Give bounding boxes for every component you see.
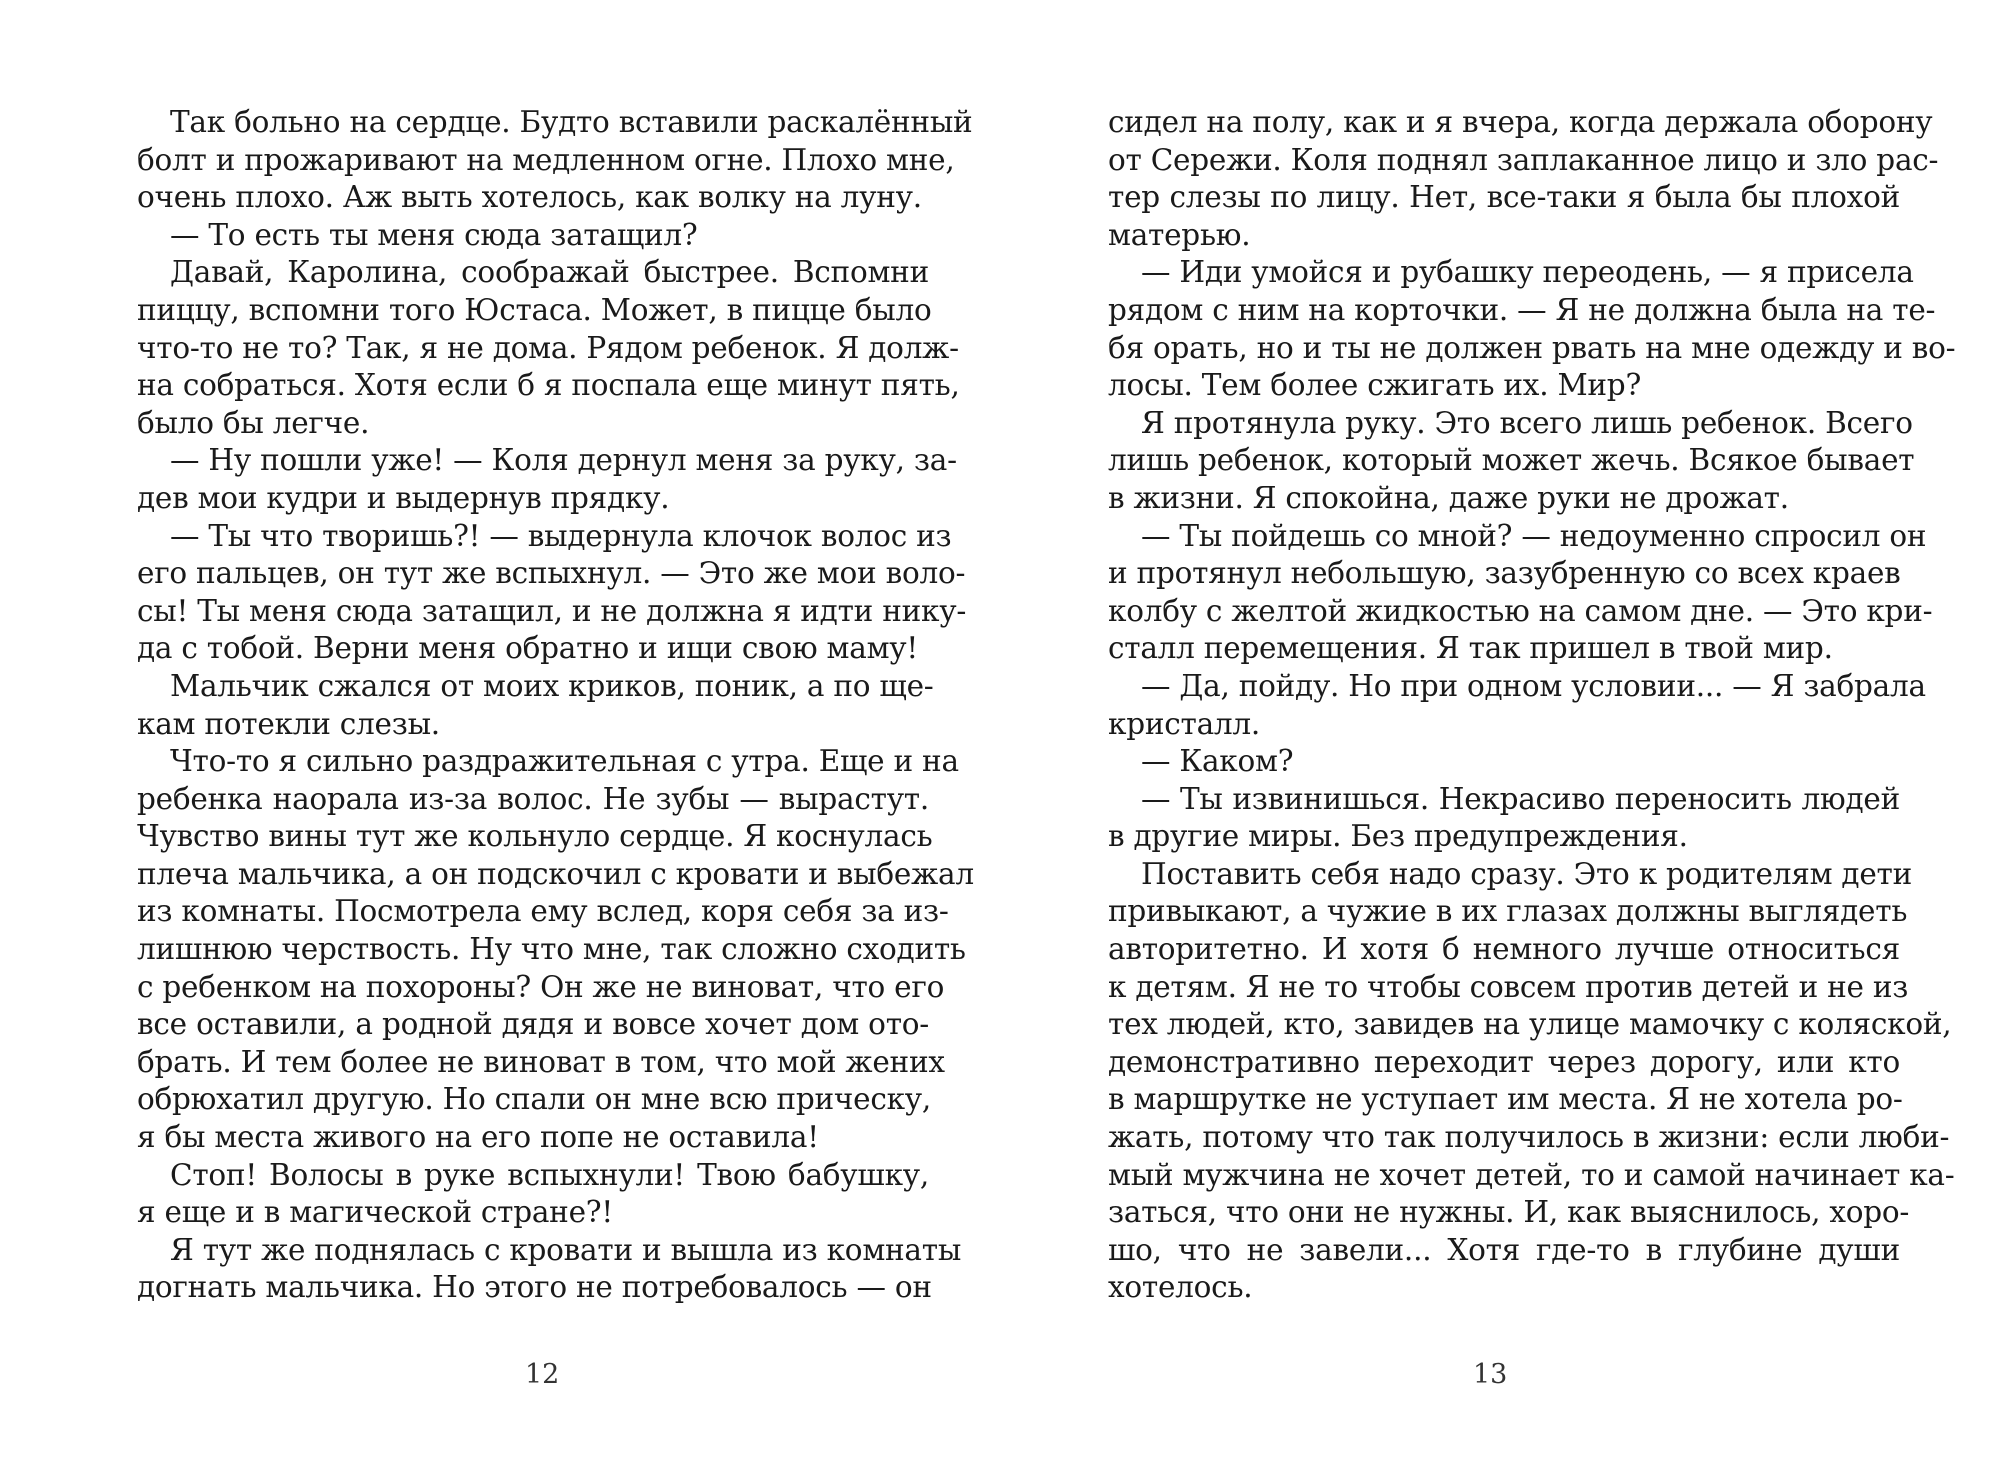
text-line: Так больно на сердце. Будто вставили раскалённый bbox=[170, 105, 973, 139]
text-line: лосы. Тем более сжигать их. Мир? bbox=[1108, 368, 1642, 403]
text-line: шо, что не завели... Хотя где-то в глубине души bbox=[1108, 1232, 1900, 1267]
text-line: очень плохо. Аж выть хотелось, как волку на луну. bbox=[137, 180, 922, 215]
text-line: Что-то я сильно раздражительная с утра. Еще и на bbox=[170, 744, 959, 779]
text-line: я еще и в магической стране?! bbox=[137, 1195, 613, 1230]
text-line: привыкают, а чужие в их глазах должны выглядеть bbox=[1108, 894, 1908, 929]
text-line: болт и прожаривают на медленном огне. Плохо мне, bbox=[137, 142, 955, 177]
text-line: сидел на полу, как и я вчера, когда держала оборону bbox=[1108, 105, 1933, 139]
text-line: в другие миры. Без предупреждения. bbox=[1108, 819, 1688, 854]
text-line: жать, потому что так получилось в жизни: если люби- bbox=[1108, 1120, 1950, 1155]
text-line: и протянул небольшую, зазубренную со всех краев bbox=[1108, 556, 1901, 591]
text-line: да с тобой. Верни меня обратно и ищи свою маму! bbox=[137, 631, 918, 666]
text-line: — Каком? bbox=[1141, 744, 1294, 779]
text-line: сы! Ты меня сюда затащил, и не должна я идти нику- bbox=[137, 593, 967, 628]
text-line: кристалл. bbox=[1108, 706, 1261, 741]
text-line: ребенка наорала из-за волос. Не зубы — вырастут. bbox=[137, 781, 929, 816]
text-line: — Да, пойду. Но при одном условии... — Я забрала bbox=[1141, 668, 1926, 703]
text-line: в маршрутке не уступает им места. Я не хотела ро- bbox=[1108, 1082, 1903, 1117]
text-line: от Сережи. Коля поднял заплаканное лицо и зло рас- bbox=[1108, 142, 1939, 177]
text-line: дев мои кудри и выдернув прядку. bbox=[137, 480, 670, 515]
text-line: я бы места живого на его попе не оставила! bbox=[137, 1120, 819, 1155]
text-line: рядом с ним на корточки. — Я не должна была на те- bbox=[1108, 292, 1936, 327]
left-page-number: 12 bbox=[525, 1359, 560, 1390]
text-line: матерью. bbox=[1108, 217, 1251, 252]
text-line: на собраться. Хотя если б я поспала еще минут пять, bbox=[137, 368, 960, 403]
text-line: заться, что они не нужны. И, как выяснилось, хоро- bbox=[1108, 1195, 1910, 1230]
text-line: с ребенком на похороны? Он же не виноват, что его bbox=[137, 969, 945, 1004]
text-line: было бы легче. bbox=[137, 405, 370, 440]
text-line: Стоп! Волосы в руке вспыхнули! Твою бабушку, bbox=[170, 1157, 929, 1192]
text-line: тер слезы по лицу. Нет, все-таки я была бы плохой bbox=[1108, 180, 1900, 215]
text-line: — Ты что творишь?! — выдернула клочок волос из bbox=[170, 518, 952, 553]
text-line: плеча мальчика, а он подскочил с кровати и выбежал bbox=[137, 856, 974, 891]
text-line: Давай, Каролина, соображай быстрее. Вспомни bbox=[170, 255, 929, 290]
text-line: — То есть ты меня сюда затащил? bbox=[170, 217, 698, 252]
right-page-text bbox=[1108, 104, 1956, 1307]
text-line: в жизни. Я спокойна, даже руки не дрожат. bbox=[1108, 480, 1789, 515]
text-line: лишнюю черствость. Ну что мне, так сложно сходить bbox=[137, 932, 966, 967]
text-line: к детям. Я не то чтобы совсем против детей и не из bbox=[1108, 969, 1909, 1004]
text-line: его пальцев, он тут же вспыхнул. — Это же мои воло- bbox=[137, 556, 966, 591]
text-line: из комнаты. Посмотрела ему вслед, коря себя за из- bbox=[137, 894, 949, 929]
text-line: мый мужчина не хочет детей, то и самой начинает ка- bbox=[1108, 1157, 1955, 1192]
text-line: авторитетно. И хотя б немного лучше относиться bbox=[1108, 932, 1900, 967]
text-line: Я тут же поднялась с кровати и вышла из комнаты bbox=[170, 1232, 962, 1267]
text-line: догнать мальчика. Но этого не потребовалось — он bbox=[137, 1270, 932, 1305]
text-line: брать. И тем более не виноват в том, что мой жених bbox=[137, 1044, 945, 1079]
text-line: кам потекли слезы. bbox=[137, 706, 440, 741]
text-line: Чувство вины тут же кольнуло сердце. Я коснулась bbox=[137, 819, 933, 854]
text-line: что-то не то? Так, я не дома. Рядом ребенок. Я долж- bbox=[137, 330, 959, 365]
text-line: пиццу, вспомни того Юстаса. Может, в пицце было bbox=[137, 292, 932, 327]
text-line: — Ты пойдешь со мной? — недоуменно спросил он bbox=[1141, 518, 1927, 553]
text-line: бя орать, но и ты не должен рвать на мне одежду и во- bbox=[1108, 330, 1956, 365]
text-line: Поставить себя надо сразу. Это к родителям дети bbox=[1141, 856, 1913, 891]
text-line: лишь ребенок, который может жечь. Всякое бывает bbox=[1108, 443, 1915, 478]
text-line: хотелось. bbox=[1108, 1270, 1253, 1305]
text-line: колбу с желтой жидкостью на самом дне. — Это кри- bbox=[1108, 593, 1933, 628]
text-line: сталл перемещения. Я так пришел в твой мир. bbox=[1108, 631, 1833, 666]
text-line: тех людей, кто, завидев на улице мамочку с коляской, bbox=[1108, 1007, 1952, 1042]
text-line: — Ты извинишься. Некрасиво переносить людей bbox=[1141, 781, 1900, 816]
left-page-text bbox=[137, 104, 974, 1307]
right-page-number: 13 bbox=[1473, 1359, 1508, 1390]
text-line: — Иди умойся и рубашку переодень, — я присела bbox=[1141, 255, 1914, 290]
text-line: обрюхатил другую. Но спали он мне всю прическу, bbox=[137, 1082, 932, 1117]
text-line: — Ну пошли уже! — Коля дернул меня за руку, за- bbox=[170, 443, 957, 478]
text-line: демонстративно переходит через дорогу, или кто bbox=[1108, 1044, 1900, 1079]
text-line: Мальчик сжался от моих криков, поник, а по ще- bbox=[170, 668, 934, 703]
text-line: Я протянула руку. Это всего лишь ребенок. Всего bbox=[1141, 405, 1913, 440]
text-line: все оставили, а родной дядя и вовсе хочет дом ото- bbox=[137, 1007, 929, 1042]
